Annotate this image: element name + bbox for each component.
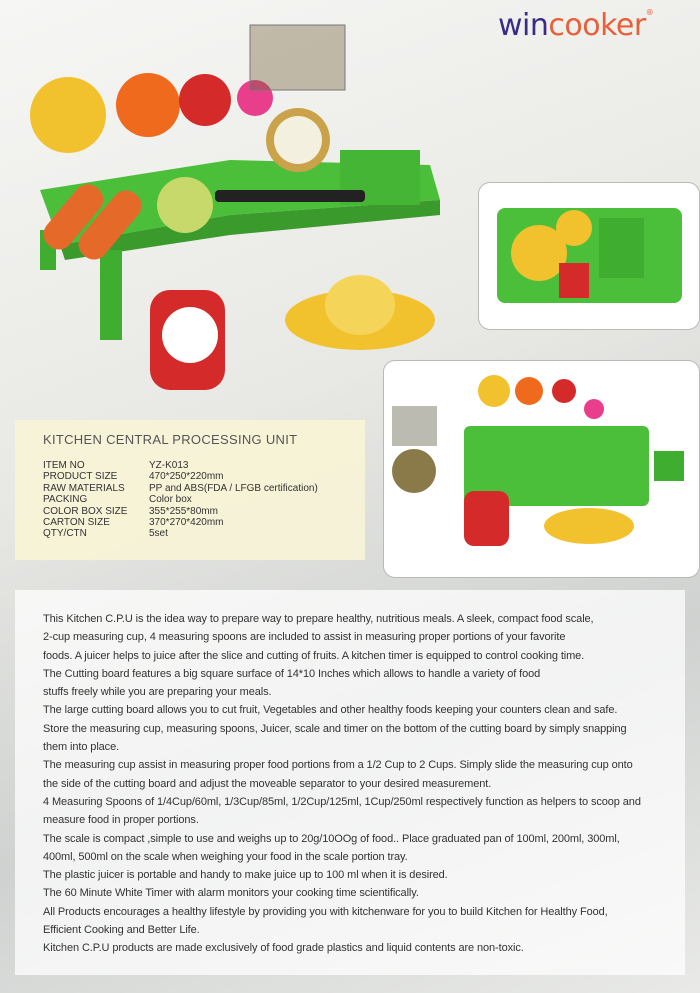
spec-row [43, 528, 365, 539]
description-line: 4 Measuring Spoons of 1/4Cup/60ml, 1/3Cup/85ml, 1/2Cup/125ml, 1Cup/250ml respectively function as helpers to scoop and [43, 795, 641, 808]
description-line: The measuring cup assist in measuring proper food portions from a 1/2 Cup to 2 Cups. Simply slide the measuring cup onto [43, 759, 633, 772]
spec-label: RAW MATERIALS [43, 482, 125, 494]
spec-value: YZ-K013 [149, 460, 189, 471]
registered-mark: ® [645, 8, 654, 17]
product-set-components-photo [383, 360, 700, 578]
description-line: measure food in proper portions. [43, 814, 199, 827]
spec-row [43, 506, 365, 517]
description-line: 400ml, 500ml on the scale when weighing your food in the scale portion tray. [43, 850, 408, 863]
product-storage-view-photo [478, 182, 700, 330]
spec-label: PACKING [43, 494, 88, 506]
spec-label: PRODUCT SIZE [43, 471, 118, 483]
spec-value: 5set [149, 528, 168, 540]
description-line: Store the measuring cup, measuring spoons, Juicer, scale and timer on the bottom of the cutting board by simply snapping [43, 722, 627, 735]
description-panel [15, 590, 685, 975]
description-line: The plastic juicer is portable and handy to make juice up to 100 ml when it is desired. [43, 869, 448, 882]
spec-value: Color box [149, 494, 192, 506]
description-line: the side of the cutting board and adjust the moveable separator to your desired measurement. [43, 777, 492, 790]
description-line: This Kitchen C.P.U is the idea way to prepare way to prepare healthy, nutritious meals. A sleek, compact food scale, [43, 613, 594, 625]
spec-label: QTY/CTN [43, 528, 87, 540]
spec-row [43, 494, 365, 505]
spec-panel [15, 420, 365, 560]
description-line: 2-cup measuring cup, 4 measuring spoons are included to assist in measuring proper portions of your favorite [43, 631, 566, 644]
spec-value: 355*255*80mm [149, 505, 218, 517]
description-line: Efficient Cooking and Better Life. [43, 924, 200, 937]
spec-row [43, 517, 365, 528]
spec-label: COLOR BOX SIZE [43, 505, 128, 517]
spec-value: PP and ABS(FDA / LFGB certification) [149, 482, 318, 494]
description-line: them into place. [43, 741, 120, 754]
description-line: Kitchen C.P.U products are made exclusively of food grade plastics and liquid contents are non-toxic. [43, 942, 524, 955]
spec-label: ITEM NO [43, 460, 85, 471]
description-line: stuffs freely while you are preparing your meals. [43, 686, 272, 699]
spec-row [43, 483, 365, 494]
description-line: The 60 Minute White Timer with alarm monitors your cooking time scientifically. [43, 887, 419, 900]
description-line: foods. A juicer helps to juice after the slice and cutting of fruits. A kitchen timer is equipped to control cooking time. [43, 649, 585, 662]
spec-row [43, 471, 365, 482]
brand-logo [498, 8, 653, 43]
hero-product-photo [0, 20, 470, 410]
logo-text-win: win [498, 8, 549, 43]
spec-value: 470*250*220mm [149, 471, 224, 483]
spec-label: CARTON SIZE [43, 517, 110, 529]
spec-value: 370*270*420mm [149, 517, 224, 529]
description-line: The scale is compact ,simple to use and weighs up to 20g/10OOg of food.. Place graduated pan of 100ml, 200ml, 300ml, [43, 832, 620, 845]
product-title: KITCHEN CENTRAL PROCESSING UNIT [43, 432, 298, 447]
description-line: The Cutting board features a big square surface of 14*10 Inches which allows to handle a variety of food [43, 667, 541, 680]
spec-row [43, 460, 365, 471]
logo-text-cooker: cooker [548, 8, 646, 43]
description-line: All Products encourages a healthy lifestyle by providing you with kitchenware for you to build Kitchen for Healthy Food, [43, 905, 608, 918]
description-line: The large cutting board allows you to cut fruit, Vegetables and other healthy foods keeping your counters clean and safe. [43, 704, 618, 717]
